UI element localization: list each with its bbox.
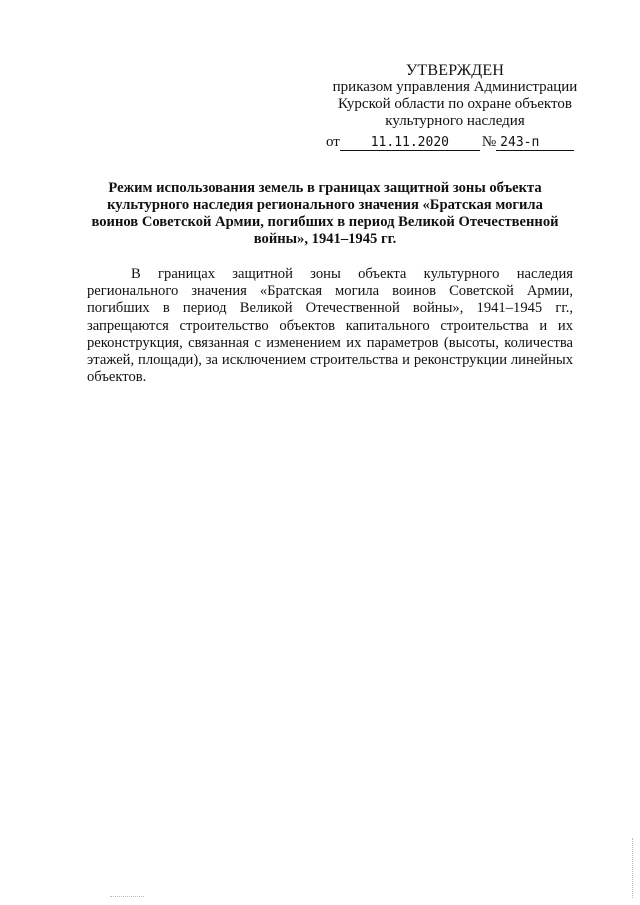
approval-line-3: культурного наследия	[385, 113, 525, 129]
number-prefix: №	[481, 134, 497, 150]
approval-line-1: приказом управления Администрации	[332, 79, 578, 95]
order-number: 243-п	[496, 136, 574, 151]
order-date: 11.11.2020	[340, 136, 480, 151]
approval-line-2: Курской области по охране объектов	[338, 96, 572, 112]
document-title: Режим использования земель в границах защитной зоны объекта культурного наследия регионального значения «Братская могила воинов Советской Армии, погибших в период Великой Отечественной войны», 1941–1945 гг.	[91, 180, 559, 247]
order-date-number	[326, 134, 596, 151]
approval-heading: УТВЕРЖДЕН	[405, 62, 505, 79]
date-prefix: от	[326, 134, 340, 150]
approval-stamp	[310, 62, 600, 130]
document-body	[87, 266, 573, 386]
body-paragraph: В границах защитной зоны объекта культурного наследия регионального значения «Братская могила воинов Советской Армии, погибших в период Великой Отечественной войны», 1941–1945 гг., запрещаются строительство объектов капитального строительства и их реконструкция, связанная с изменением их параметров (высоты, количества этажей, площади), за исключением строительства и реконструкции линейных объектов.	[87, 266, 573, 386]
scan-footer-mark	[110, 896, 144, 898]
scan-edge-mark	[632, 838, 634, 898]
